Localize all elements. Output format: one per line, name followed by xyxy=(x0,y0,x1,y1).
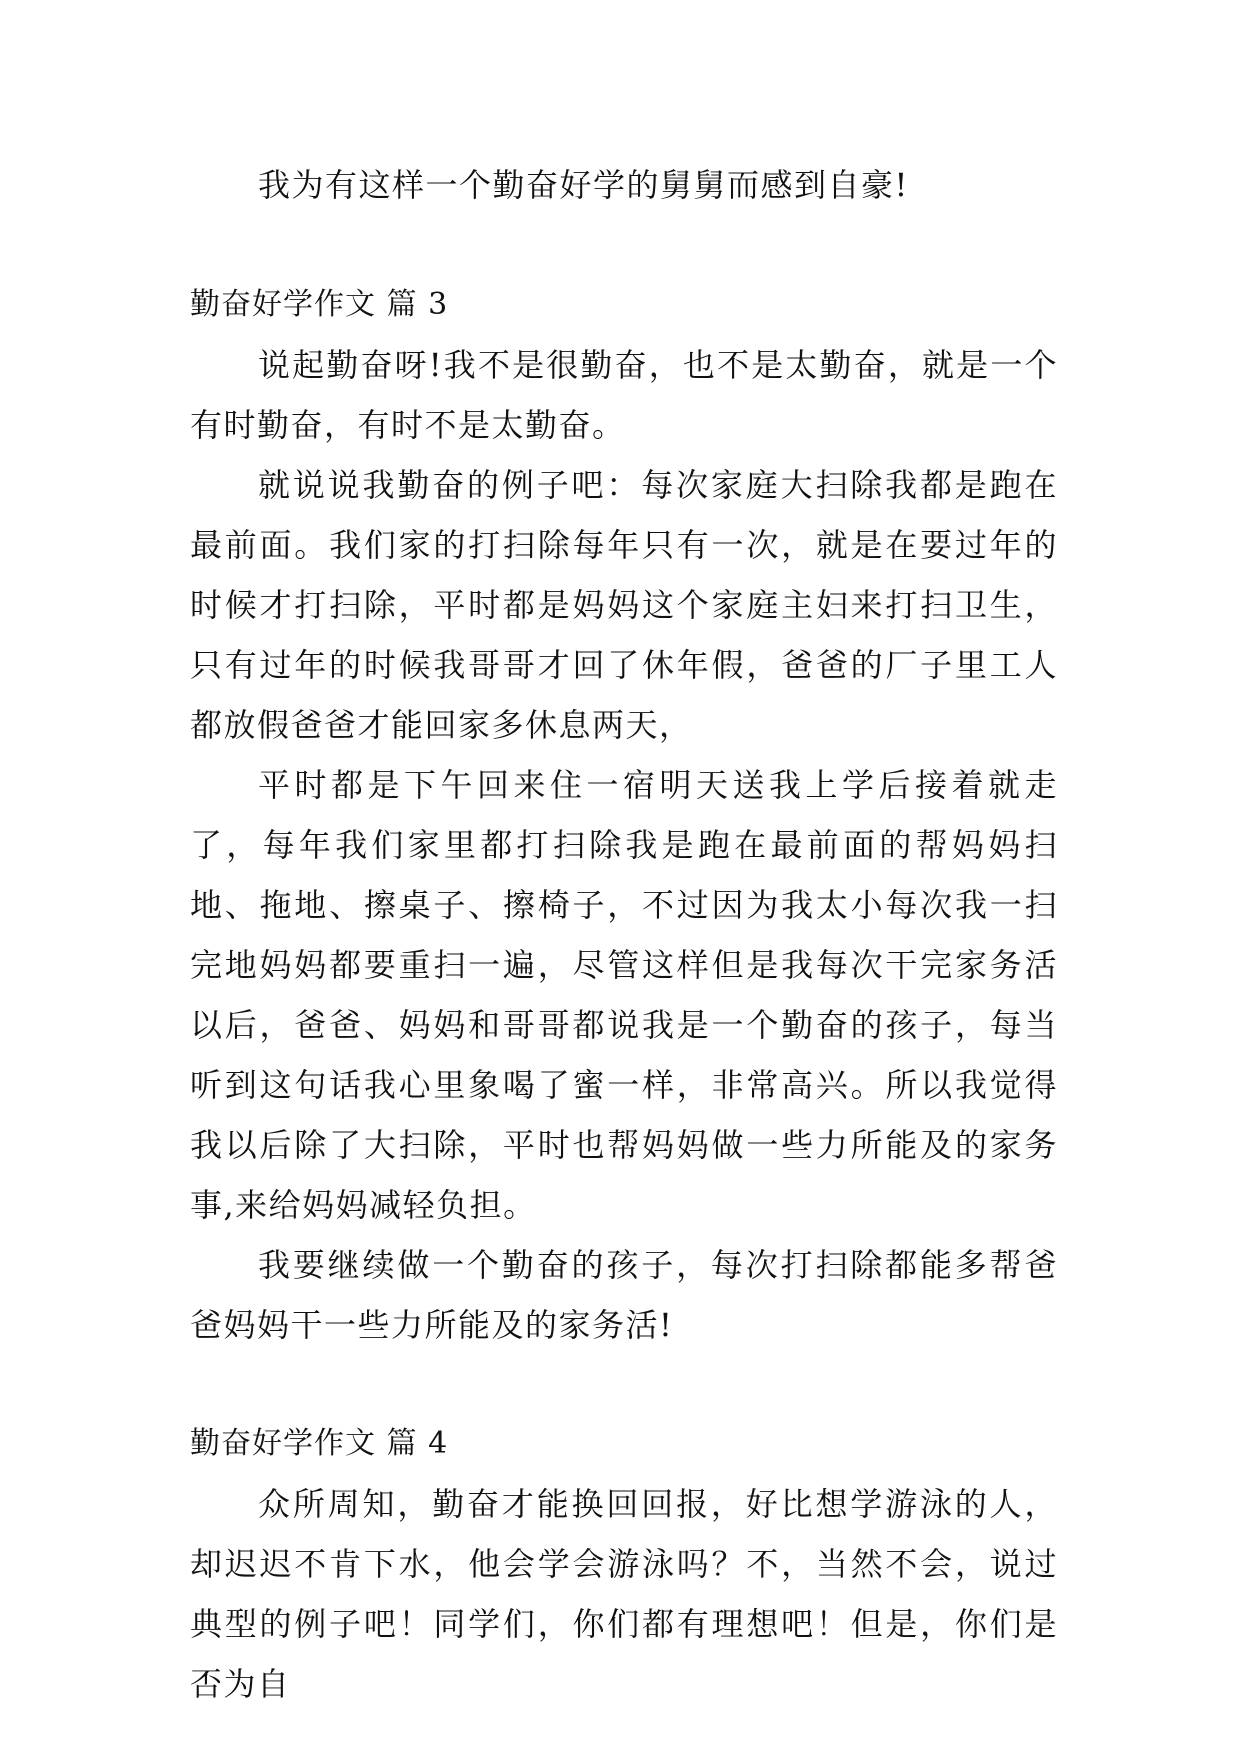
document-body xyxy=(190,155,1058,1714)
paragraph: 说起勤奋呀!我不是很勤奋，也不是太勤奋，就是一个有时勤奋，有时不是太勤奋。 xyxy=(190,346,1058,444)
section-heading: 勤奋好学作文 篇 4 xyxy=(190,1426,449,1461)
paragraph: 就说说我勤奋的例子吧：每次家庭大扫除我都是跑在最前面。我们家的打扫除每年只有一次，就是在要过年的时候才打扫除，平时都是妈妈这个家庭主妇来打扫卫生，只有过年的时候我哥哥才回了休年假，爸爸的厂子里工人都放假爸爸才能回家多休息两天， xyxy=(190,466,1058,744)
paragraph: 平时都是下午回来住一宿明天送我上学后接着就走了，每年我们家里都打扫除我是跑在最前面的帮妈妈扫地、拖地、擦桌子、擦椅子，不过因为我太小每次我一扫完地妈妈都要重扫一遍，尽管这样但是我每次干完家务活以后，爸爸、妈妈和哥哥都说我是一个勤奋的孩子，每当听到这句话我心里象喝了蜜一样，非常高兴。所以我觉得我以后除了大扫除，平时也帮妈妈做一些力所能及的家务事,来给妈妈减轻负担。 xyxy=(190,766,1058,1224)
paragraph: 我要继续做一个勤奋的孩子，每次打扫除都能多帮爸爸妈妈干一些力所能及的家务活! xyxy=(190,1246,1058,1344)
section-spacer xyxy=(190,1355,1058,1414)
section-spacer xyxy=(190,215,1058,275)
paragraph: 我为有这样一个勤奋好学的舅舅而感到自豪! xyxy=(258,166,909,204)
paragraph: 众所周知，勤奋才能换回回报，好比想学游泳的人，却迟迟不肯下水，他会学会游泳吗？不，当然不会，说过典型的例子吧！同学们，你们都有理想吧！但是，你们是否为自 xyxy=(190,1485,1058,1703)
section-heading: 勤奋好学作文 篇 3 xyxy=(190,287,449,322)
